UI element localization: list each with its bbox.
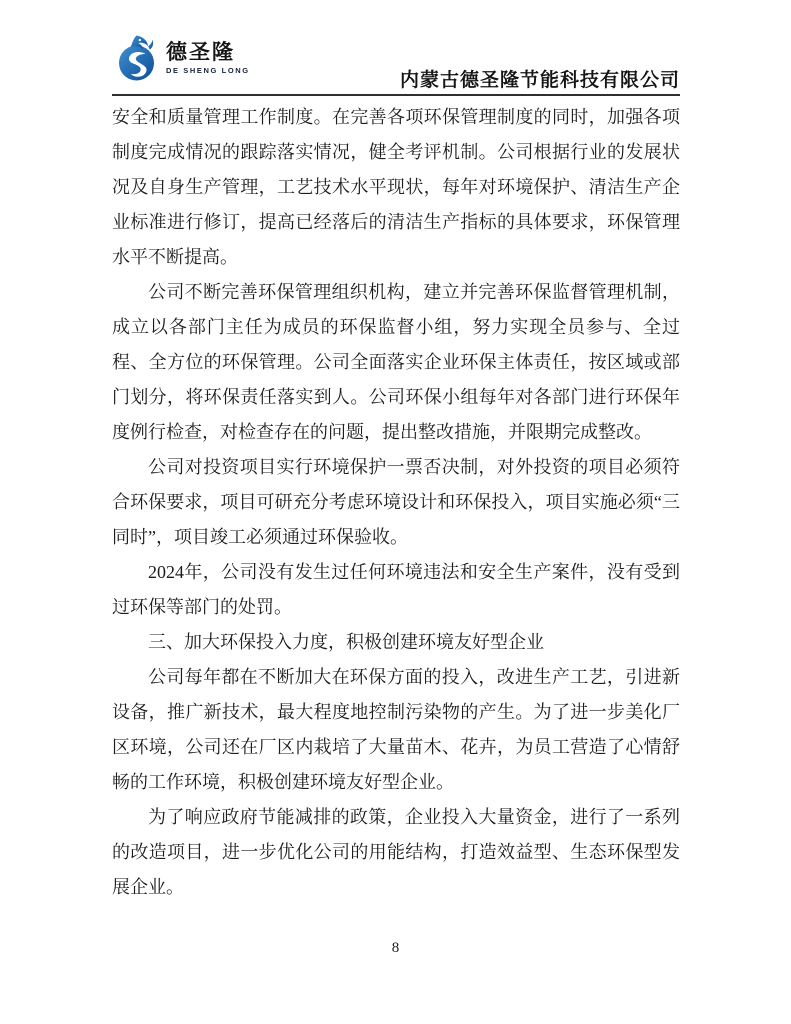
page-footer (0, 940, 791, 957)
document-body (112, 100, 680, 905)
paragraph: 安全和质量管理工作制度。在完善各项环保管理制度的同时，加强各项制度完成情况的跟踪落实情况，健全考评机制。公司根据行业的发展状况及自身生产管理，工艺技术水平现状，每年对环境保护、清洁生产企业标准进行修订，提高已经落后的清洁生产指标的具体要求，环保管理水平不断提高。 (112, 107, 680, 267)
paragraph: 为了响应政府节能减排的政策，企业投入大量资金，进行了一系列的改造项目，进一步优化公司的用能结构，打造效益型、生态环保型发展企业。 (112, 807, 680, 897)
logo-text-block (166, 42, 250, 75)
page-number: 8 (391, 940, 400, 956)
page-header (112, 30, 680, 96)
paragraph: 2024年，公司没有发生过任何环境违法和安全生产案件，没有受到过环保等部门的处罚。 (112, 562, 680, 617)
paragraph: 公司不断完善环保管理组织机构，建立并完善环保监督管理机制，成立以各部门主任为成员的环保监督小组，努力实现全员参与、全过程、全方位的环保管理。公司全面落实企业环保主体责任，按区域或部门划分，将环保责任落实到人。公司环保小组每年对各部门进行环保年度例行检查，对检查存在的问题，提出整改措施，并限期完成整改。 (112, 282, 680, 442)
company-name: 内蒙古德圣隆节能科技有限公司 (399, 70, 680, 91)
company-logo (114, 32, 250, 84)
paragraph: 公司每年都在不断加大在环保方面的投入，改进生产工艺，引进新设备，推广新技术，最大程度地控制污染物的产生。为了进一步美化厂区环境，公司还在厂区内栽培了大量苗木、花卉，为员工营造了心情舒畅的工作环境，积极创建环境友好型企业。 (112, 667, 680, 792)
section-heading: 三、加大环保投入力度，积极创建环境友好型企业 (148, 632, 544, 652)
brand-name-en: DE SHENG LONG (166, 65, 250, 75)
brand-name-cn: 德圣隆 (166, 40, 235, 64)
dragon-sphere-logo-icon (114, 32, 164, 84)
paragraph: 公司对投资项目实行环境保护一票否决制，对外投资的项目必须符合环保要求，项目可研充分考虑环境设计和环保投入，项目实施必须“三同时”，项目竣工必须通过环保验收。 (112, 457, 680, 547)
